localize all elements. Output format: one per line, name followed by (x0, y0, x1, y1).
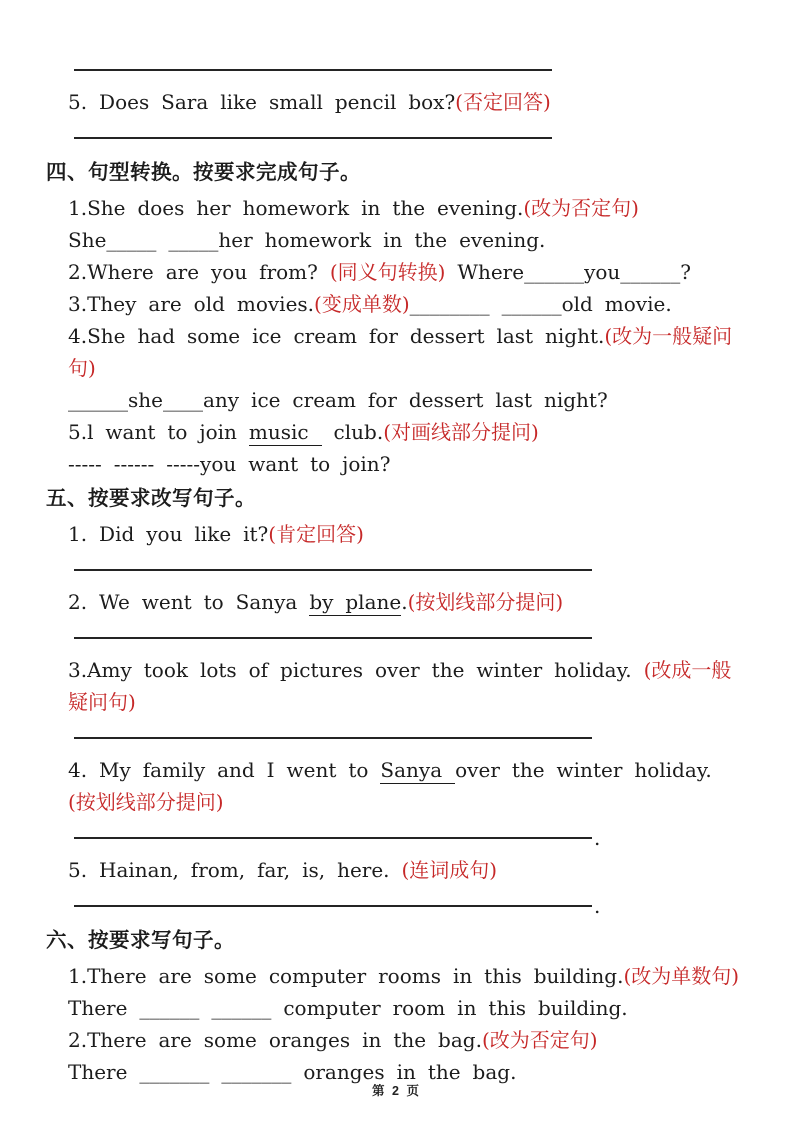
text-segment: 5.l want to join (68, 420, 249, 444)
exercise-line (0, 224, 793, 256)
answer-rule (74, 905, 592, 907)
answer-rule (74, 69, 552, 71)
exercise-line (0, 586, 793, 618)
instruction-cn: (变成单数) (314, 292, 410, 316)
section-heading: 六、按要求写句子。 (46, 929, 235, 952)
exercise-line (0, 256, 793, 288)
text-segment: ________ ______old movie. (409, 292, 672, 316)
exercise-line (0, 320, 793, 352)
instruction-cn: (改为一般疑问 (604, 324, 733, 348)
exercise-line (0, 960, 793, 992)
answer-rule (74, 137, 552, 139)
exercise-line (0, 786, 793, 818)
exercise-line (0, 654, 793, 686)
text-segment: 5. Hainan, from, far, is, here. (68, 858, 402, 882)
answer-rule (74, 737, 592, 739)
answer-line (0, 50, 793, 86)
exercise-line (0, 754, 793, 786)
instruction-cn: (肯定回答) (268, 522, 364, 546)
text-segment: 5. Does Sara like small pencil box? (68, 90, 456, 114)
underlined-phrase: Sanya (380, 758, 455, 784)
instruction-cn: (同义句转换) (329, 260, 446, 284)
text-segment: ______she____any ice cream for dessert last night? (68, 388, 608, 412)
instruction-cn: 疑问句) (68, 690, 136, 714)
instruction-cn: (改为否定句) (523, 196, 639, 220)
text-segment: There _______ _______ oranges in the bag. (68, 1060, 517, 1084)
text-segment: 3.Amy took lots of pictures over the winter holiday. (68, 658, 644, 682)
exercise-line (0, 1024, 793, 1056)
page-number: 第 2 页 (372, 1084, 421, 1098)
instruction-cn: (连词成句) (401, 858, 498, 882)
text-segment: She_____ _____her homework in the evening. (68, 228, 546, 252)
rule-period: . (594, 825, 601, 850)
instruction-cn: (改为单数句) (623, 964, 740, 988)
exercise-line (0, 352, 793, 384)
text-segment: 1. Did you like it? (68, 522, 269, 546)
text-segment: over the winter holiday. (455, 758, 712, 782)
underlined-phrase: by plane (309, 590, 402, 614)
text-segment: club. (321, 420, 384, 444)
instruction-cn: (否定回答) (455, 90, 551, 114)
answer-rule (74, 837, 592, 839)
exercise-line (0, 416, 793, 448)
text-segment: ----- ------ -----you want to join? (68, 452, 391, 476)
instruction-cn: (按划线部分提问) (407, 590, 564, 614)
text-segment: 1.She does her homework in the evening. (68, 196, 524, 220)
text-segment: 2.Where are you from? (68, 260, 330, 284)
text-segment: Where______you______? (445, 260, 692, 284)
text-segment: 4. My family and I went to (68, 758, 381, 782)
text-segment: 3.They are old movies. (68, 292, 315, 316)
instruction-cn: 句) (68, 356, 96, 380)
instruction-cn: (对画线部分提问) (383, 420, 539, 444)
exercise-line (0, 518, 793, 550)
rule-period: . (594, 893, 601, 918)
exercise-line (0, 448, 793, 480)
text-segment: 4.She had some ice cream for dessert last night. (68, 324, 605, 348)
exercise-line (0, 384, 793, 416)
exercise-line (0, 686, 793, 718)
answer-rule (74, 569, 592, 571)
answer-line (0, 818, 793, 854)
text-segment: 2.There are some oranges in the bag. (68, 1028, 482, 1052)
exercise-line (0, 192, 793, 224)
answer-line (0, 550, 793, 586)
exercise-line (0, 86, 793, 118)
worksheet-content (0, 50, 793, 1088)
answer-line (0, 718, 793, 754)
underlined-phrase: music (249, 420, 322, 446)
answer-line (0, 118, 793, 154)
instruction-cn: (改为否定句) (481, 1028, 598, 1052)
section-heading: 四、句型转换。按要求完成句子。 (46, 161, 361, 184)
text-segment: . (401, 590, 408, 614)
answer-line (0, 618, 793, 654)
instruction-cn: (按划线部分提问) (68, 790, 224, 814)
exercise-line (0, 854, 793, 886)
instruction-cn: (改成一般 (643, 658, 732, 682)
section-heading: 五、按要求改写句子。 (46, 487, 256, 510)
text-segment: 1.There are some computer rooms in this building. (68, 964, 624, 988)
answer-rule (74, 637, 592, 639)
exercise-line (0, 992, 793, 1024)
exercise-line (0, 288, 793, 320)
text-segment: There ______ ______ computer room in this building. (68, 996, 628, 1020)
text-segment: 2. We went to Sanya (68, 590, 310, 614)
answer-line (0, 886, 793, 922)
